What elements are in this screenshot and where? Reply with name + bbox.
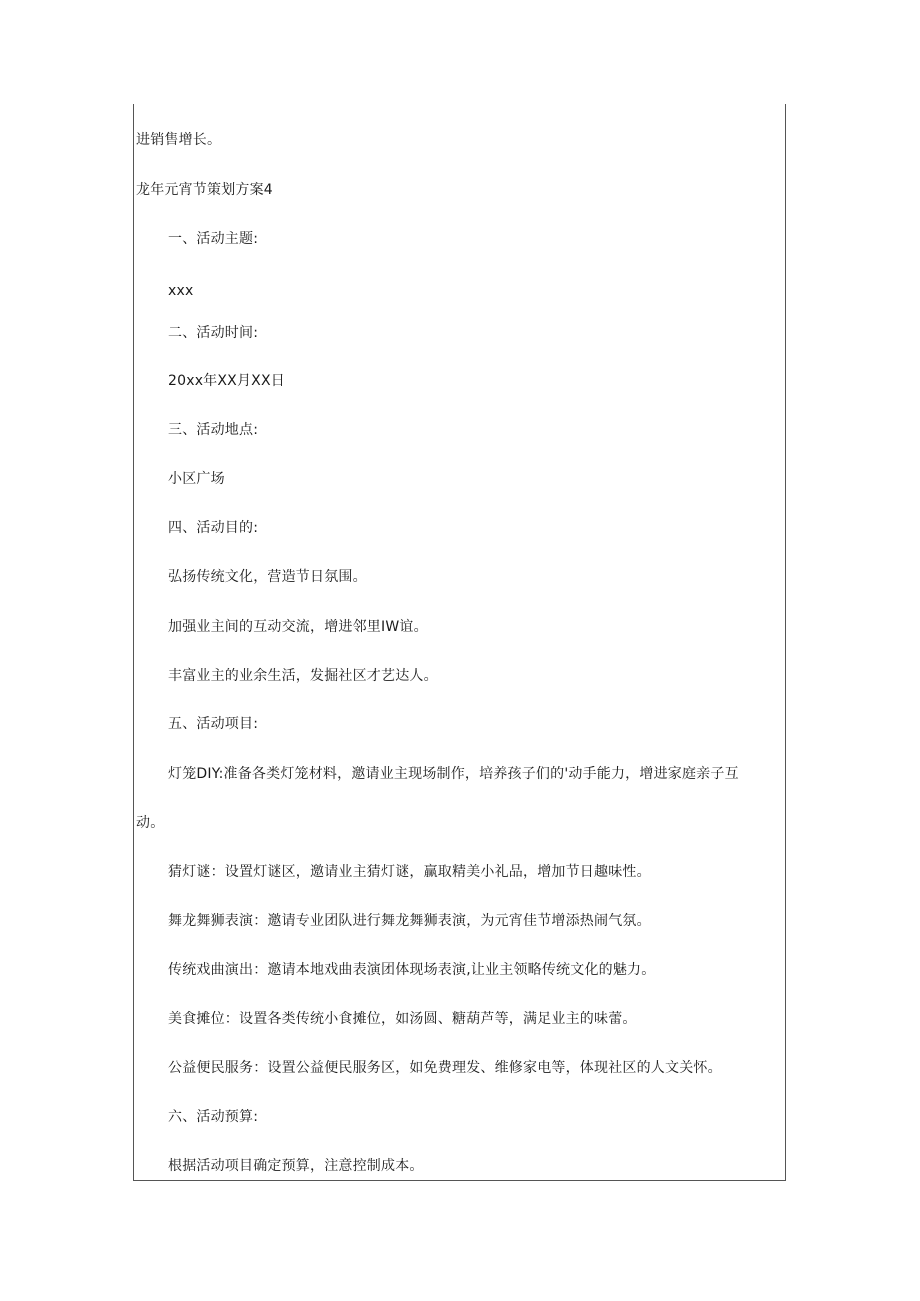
purpose-heading: 四、活动目的: bbox=[168, 520, 259, 536]
place-value: 小区广场 bbox=[168, 471, 225, 487]
activity-item: 公益便民服务：设置公益便民服务区，如免费理发、维修家电等，体现社区的人文关怀。 bbox=[168, 1060, 722, 1076]
time-heading: 二、活动时间: bbox=[168, 325, 259, 341]
purpose-item: 丰富业主的业余生活，发掘社区才艺达人。 bbox=[168, 668, 438, 684]
purpose-item: 加强业主间的互动交流，增进邻里IW谊。 bbox=[168, 619, 428, 635]
theme-heading: 一、活动主题: bbox=[168, 231, 259, 247]
budget-value: 根据活动项目确定预算，注意控制成本。 bbox=[168, 1158, 424, 1174]
activity-item: 美食摊位：设置各类传统小食摊位，如汤圆、糖葫芦等，满足业主的味蕾。 bbox=[168, 1011, 637, 1027]
activity-item: 猜灯谜：设置灯谜区，邀请业主猜灯谜，赢取精美小礼品，增加节日趣味性。 bbox=[168, 864, 651, 880]
budget-heading: 六、活动预算: bbox=[168, 1109, 259, 1125]
activity-item-continued: 动。 bbox=[136, 815, 165, 831]
document-title: 龙年元宵节策划方案4 bbox=[136, 182, 273, 198]
theme-value: xxx bbox=[168, 283, 194, 299]
items-heading: 五、活动项目: bbox=[168, 716, 259, 732]
purpose-item: 弘扬传统文化，营造节日氛围。 bbox=[168, 569, 367, 585]
activity-item: 舞龙舞狮表演：邀请专业团队进行舞龙舞狮表演，为元宵佳节增添热闹气氛。 bbox=[168, 913, 651, 929]
activity-item: 灯笼DIY:准备各类灯笼材料，邀请业主现场制作，培养孩子们的'动手能力，增进家庭亲子互 bbox=[168, 766, 739, 782]
activity-item: 传统戏曲演出：邀请本地戏曲表演团体现场表演,让业主领略传统文化的魅力。 bbox=[168, 962, 656, 978]
time-value: 20xx年XX月XX日 bbox=[168, 373, 285, 389]
continuation-text: 进销售增长。 bbox=[136, 132, 222, 148]
place-heading: 三、活动地点: bbox=[168, 422, 259, 438]
